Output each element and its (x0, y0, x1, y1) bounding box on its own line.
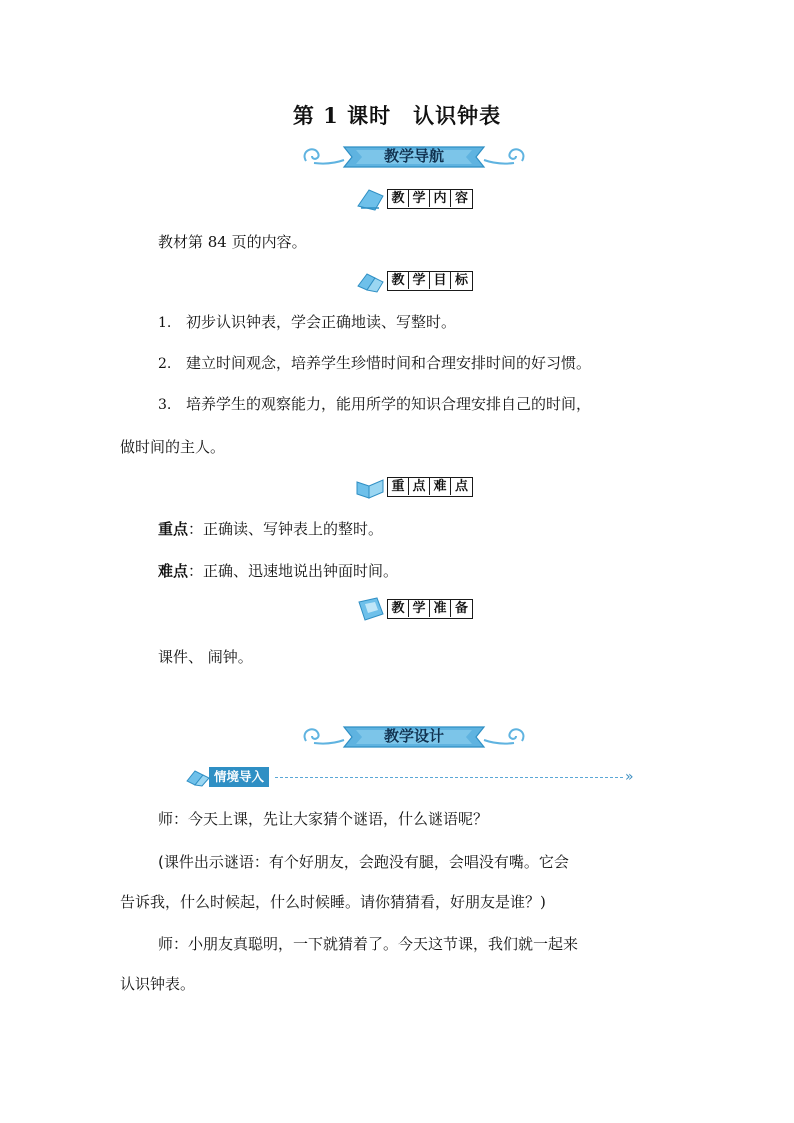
hard-point: 难点：正确、迅速地说出钟面时间。 (158, 562, 399, 580)
dialogue-line: 师：小朋友真聪明，一下就猜着了。今天这节课，我们就一起来 (158, 935, 579, 953)
goal-item: 2. 建立时间观念，培养学生珍惜时间和合理安排时间的好习惯。 (158, 354, 592, 372)
banner-label: 教学导航 (383, 147, 444, 165)
books-icon (355, 268, 387, 294)
title-lesson-number: 第 1 课时 (292, 103, 392, 128)
open-book-icon (355, 474, 387, 500)
book-stack-icon (185, 767, 211, 787)
book-icon (355, 596, 387, 622)
double-chevron-icon: » (625, 769, 634, 785)
title-lesson-name: 认识钟表 (413, 103, 502, 128)
boxed-title: 教 学 目 标 (387, 271, 473, 291)
page-title (0, 100, 794, 130)
dashed-divider (275, 777, 623, 778)
boxed-title: 教 学 内 容 (387, 189, 473, 209)
content-text: 教材第 84 页的内容。 (158, 233, 307, 251)
dialogue-line: 认识钟表。 (120, 975, 196, 993)
boxed-title: 重 点 难 点 (387, 477, 473, 497)
dialogue-line: (课件出示谜语：有个好朋友，会跑没有腿，会唱没有嘴。它会 (158, 853, 569, 871)
folder-icon (355, 186, 387, 212)
banner-teaching-nav (300, 141, 528, 173)
goal-item-continuation: 做时间的主人。 (120, 438, 226, 456)
boxed-title: 教 学 准 备 (387, 599, 473, 619)
subsection-tag-label: 情境导入 (209, 767, 269, 787)
goal-item: 1. 初步认识钟表，学会正确地读、写整时。 (158, 313, 457, 331)
goal-item: 3. 培养学生的观察能力，能用所学的知识合理安排自己的时间， (158, 395, 592, 413)
dialogue-line: 告诉我，什么时候起，什么时候睡。请你猜猜看，好朋友是谁？) (120, 893, 546, 911)
dialogue-line: 师：今天上课，先让大家猜个谜语，什么谜语呢？ (158, 810, 489, 828)
prep-text: 课件、 闹钟。 (158, 648, 253, 666)
subsection-tag-row (185, 765, 655, 789)
banner-teaching-design (300, 721, 528, 753)
key-point: 重点：正确读、写钟表上的整时。 (158, 520, 384, 538)
banner-label: 教学设计 (383, 727, 444, 745)
